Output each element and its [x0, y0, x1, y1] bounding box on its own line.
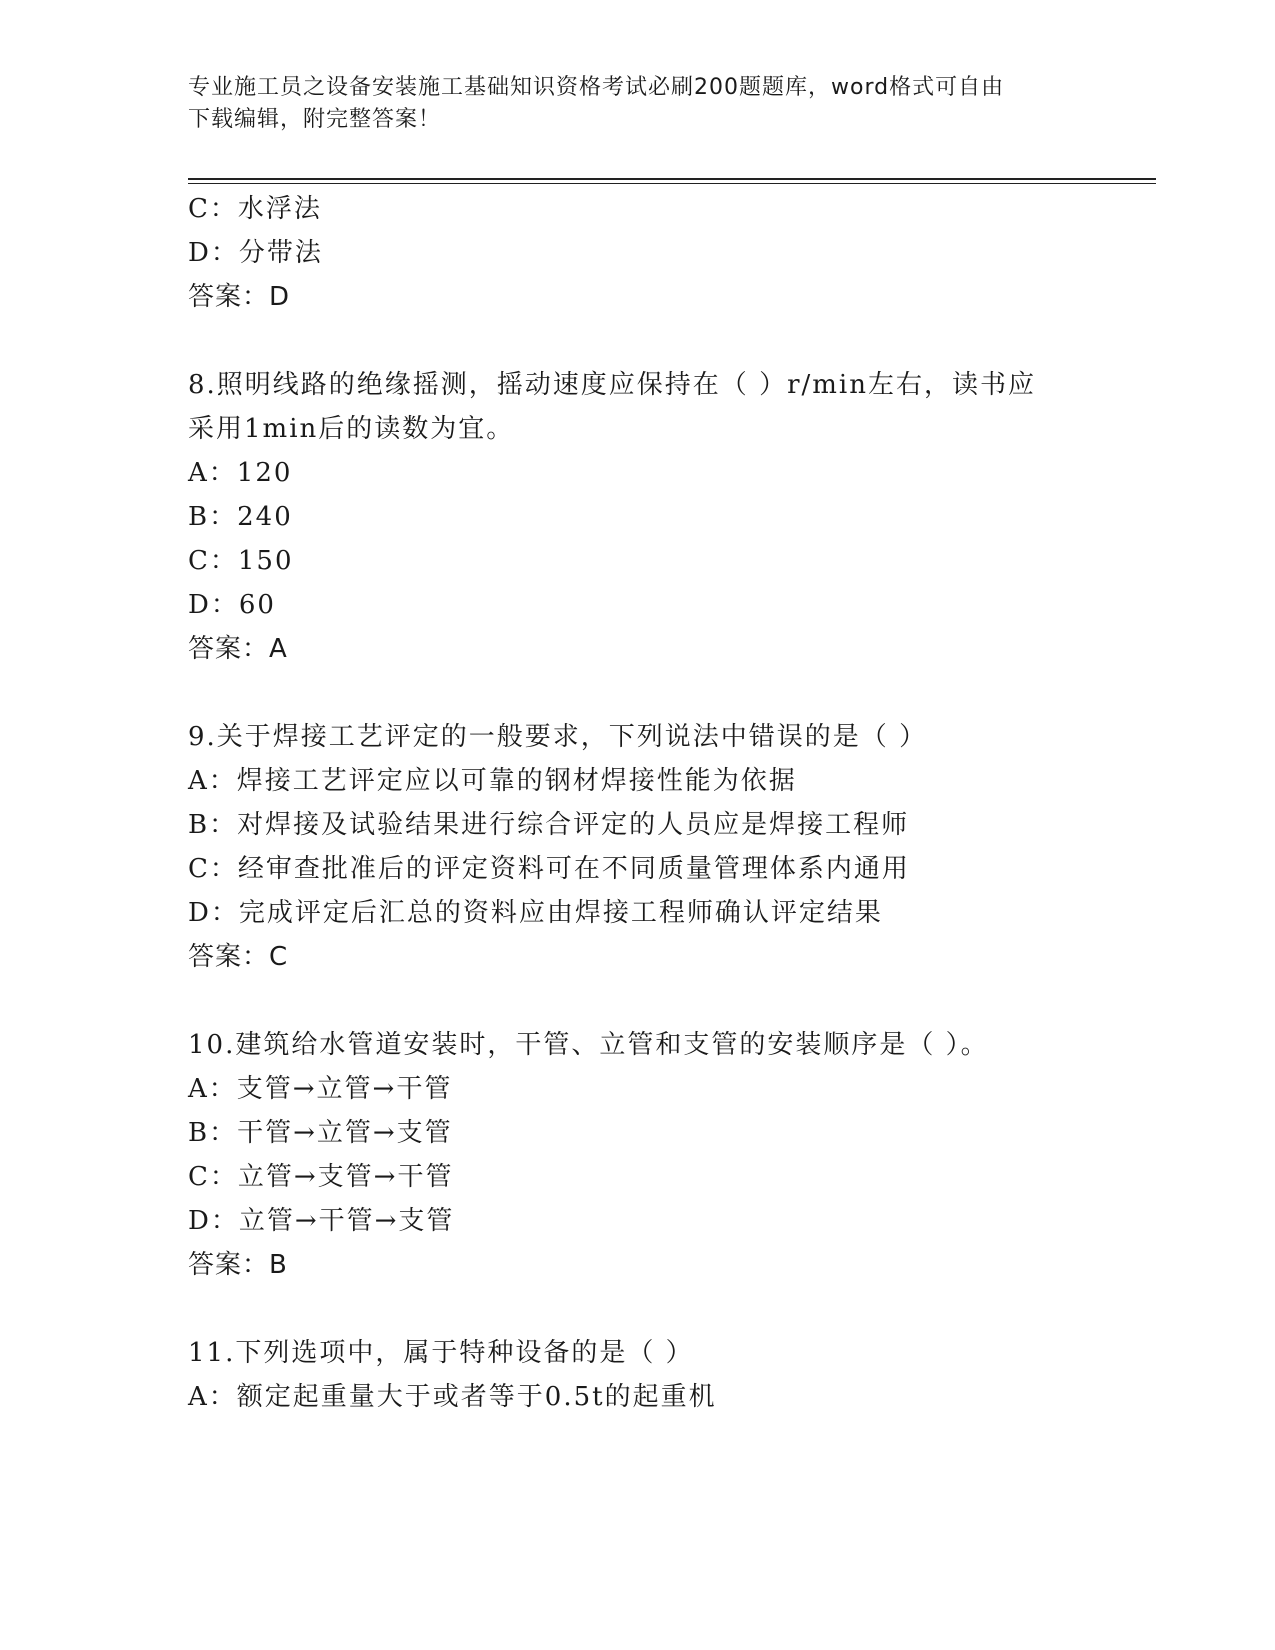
q8-stem-line-2: 采用1min后的读数为宜。: [188, 414, 515, 444]
q8-stem-line-1: 8.照明线路的绝缘摇测，摇动速度应保持在（ ）r/min左右，读书应: [188, 370, 1036, 400]
q8-option-a: A：120: [188, 458, 293, 488]
q10-answer: 答案：B: [188, 1250, 288, 1280]
header-divider-thick: [188, 178, 1156, 180]
document-header: [188, 72, 1088, 136]
q10-option-a: A：支管→立管→干管: [188, 1074, 453, 1104]
q10-stem: 10.建筑给水管道安装时，干管、立管和支管的安装顺序是（ ）。: [188, 1030, 989, 1060]
q8-option-d: D：60: [188, 590, 276, 620]
header-line-1: 专业施工员之设备安装施工基础知识资格考试必刷200题题库，word格式可自由: [188, 75, 1005, 100]
q9-option-d: D：完成评定后汇总的资料应由焊接工程师确认评定结果: [188, 898, 883, 928]
header-divider-thin: [188, 183, 1156, 184]
q11-stem: 11.下列选项中，属于特种设备的是（ ）: [188, 1338, 694, 1368]
q9-option-c: C：经审查批准后的评定资料可在不同质量管理体系内通用: [188, 854, 910, 884]
prev-answer: 答案：D: [188, 282, 291, 312]
q9-option-a: A：焊接工艺评定应以可靠的钢材焊接性能为依据: [188, 766, 797, 796]
q10-option-b: B：干管→立管→支管: [188, 1118, 453, 1148]
q8-option-b: B：240: [188, 502, 293, 532]
q8-option-c: C：150: [188, 546, 294, 576]
q10-option-d: D：立管→干管→支管: [188, 1206, 455, 1236]
prev-option-d: D：分带法: [188, 238, 323, 268]
q10-option-c: C：立管→支管→干管: [188, 1162, 454, 1192]
q11-option-a: A：额定起重量大于或者等于0.5t的起重机: [188, 1382, 717, 1412]
prev-option-c: C：水浮法: [188, 194, 322, 224]
header-line-2: 下载编辑，附完整答案！: [188, 107, 442, 132]
q8-answer: 答案：A: [188, 634, 288, 664]
q9-answer: 答案：C: [188, 942, 289, 972]
q9-option-b: B：对焊接及试验结果进行综合评定的人员应是焊接工程师: [188, 810, 910, 840]
q9-stem: 9.关于焊接工艺评定的一般要求，下列说法中错误的是（ ）: [188, 722, 928, 752]
